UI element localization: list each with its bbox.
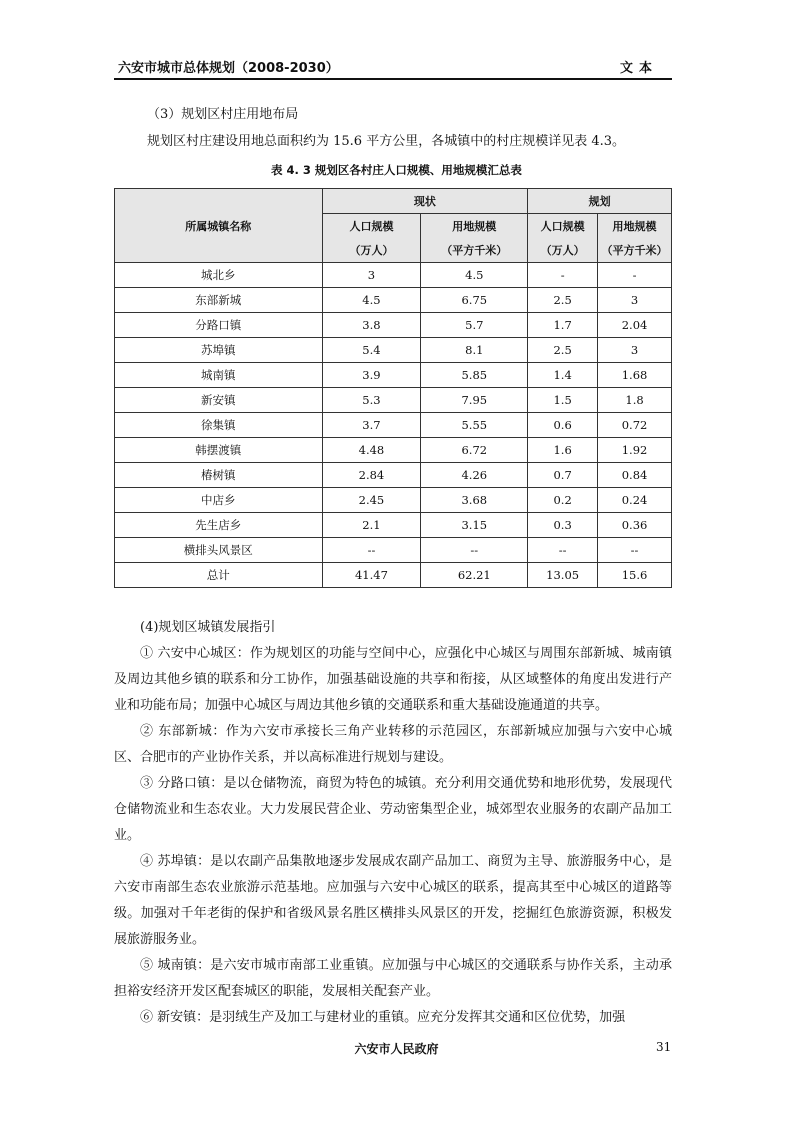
cell-land-current: 5.55 — [421, 413, 528, 438]
guidance-heading: (4)规划区城镇发展指引 — [140, 620, 276, 635]
cell-pop-plan: -- — [528, 538, 598, 563]
cell-pop-current: 3.8 — [322, 313, 421, 338]
table-row — [115, 413, 672, 438]
cell-land-current: 5.7 — [421, 313, 528, 338]
cell-pop-plan: 2.5 — [528, 338, 598, 363]
cell-pop-current: -- — [322, 538, 421, 563]
table-row — [115, 288, 672, 313]
header-pop-current: 人口规模 — [322, 214, 421, 239]
header-pop-plan: 人口规模 — [528, 214, 598, 239]
header-land-unit-current: （平方千米） — [421, 238, 528, 263]
cell-pop-current: 5.3 — [322, 388, 421, 413]
header-current-group: 现状 — [322, 189, 528, 214]
cell-land-plan: 0.72 — [598, 413, 672, 438]
section-heading: （3）规划区村庄用地布局 — [147, 107, 299, 122]
cell-land-current: 7.95 — [421, 388, 528, 413]
cell-pop-plan: 0.6 — [528, 413, 598, 438]
table-row — [115, 538, 672, 563]
cell-land-current: 4.5 — [421, 263, 528, 288]
footer-organization: 六安市人民政府 — [354, 1042, 439, 1056]
cell-land-current-total: 62.21 — [421, 563, 528, 588]
cell-town: 中店乡 — [115, 488, 323, 513]
cell-land-current: 5.85 — [421, 363, 528, 388]
section-label: 文本 — [619, 61, 658, 76]
cell-town: 分路口镇 — [115, 313, 323, 338]
page-header — [114, 54, 672, 80]
cell-land-plan-total: 15.6 — [598, 563, 672, 588]
cell-pop-current: 4.5 — [322, 288, 421, 313]
cell-land-plan: 1.68 — [598, 363, 672, 388]
cell-town: 城北乡 — [115, 263, 323, 288]
cell-pop-current: 3 — [322, 263, 421, 288]
guidance-section — [114, 615, 672, 1031]
guidance-paragraph-2: ② 东部新城：作为六安市承接长三角产业转移的示范园区，东部新城应加强与六安中心城区、合肥市的产业协作关系，并以高标准进行规划与建设。 — [114, 724, 672, 765]
table-row — [115, 388, 672, 413]
cell-pop-plan: 1.4 — [528, 363, 598, 388]
cell-town: 苏埠镇 — [115, 338, 323, 363]
header-land-plan: 用地规模 — [598, 214, 672, 239]
cell-land-plan: -- — [598, 538, 672, 563]
guidance-paragraph-1: ① 六安中心城区：作为规划区的功能与空间中心，应强化中心城区与周围东部新城、城南镇及周边其他乡镇的联系和分工协作，加强基础设施的共享和衔接，从区域整体的角度出发进行产业和功能布局；加强中心城区与周边其他乡镇的交通联系和重大基础设施通道的共享。 — [114, 646, 672, 713]
cell-pop-current: 3.7 — [322, 413, 421, 438]
table-row — [115, 313, 672, 338]
header-plan-group: 规划 — [528, 189, 672, 214]
cell-pop-plan: - — [528, 263, 598, 288]
cell-land-plan: 3 — [598, 288, 672, 313]
cell-pop-current: 3.9 — [322, 363, 421, 388]
header-land-current: 用地规模 — [421, 214, 528, 239]
table-row — [115, 463, 672, 488]
cell-town: 东部新城 — [115, 288, 323, 313]
cell-town: 横排头风景区 — [115, 538, 323, 563]
cell-land-current: 6.72 — [421, 438, 528, 463]
table-row — [115, 338, 672, 363]
table-row — [115, 363, 672, 388]
table-row — [115, 513, 672, 538]
cell-pop-current: 2.45 — [322, 488, 421, 513]
village-summary-table — [114, 188, 672, 588]
cell-pop-current: 2.84 — [322, 463, 421, 488]
document-title: 六安市城市总体规划（2008-2030） — [118, 61, 339, 76]
cell-land-current: 8.1 — [421, 338, 528, 363]
header-pop-unit-plan: （万人） — [528, 238, 598, 263]
cell-pop-plan: 1.6 — [528, 438, 598, 463]
cell-town: 徐集镇 — [115, 413, 323, 438]
cell-land-plan: - — [598, 263, 672, 288]
cell-pop-plan: 1.7 — [528, 313, 598, 338]
table-row — [115, 438, 672, 463]
cell-land-current: 3.15 — [421, 513, 528, 538]
cell-land-current: 4.26 — [421, 463, 528, 488]
cell-pop-current-total: 41.47 — [322, 563, 421, 588]
cell-land-current: -- — [421, 538, 528, 563]
cell-land-plan: 0.84 — [598, 463, 672, 488]
cell-land-plan: 3 — [598, 338, 672, 363]
guidance-paragraph-5: ⑤ 城南镇：是六安市城市南部工业重镇。应加强与中心城区的交通联系与协作关系，主动承担裕安经济开发区配套城区的职能，发展相关配套产业。 — [114, 958, 672, 999]
cell-land-plan: 0.24 — [598, 488, 672, 513]
guidance-paragraph-6: ⑥ 新安镇：是羽绒生产及加工与建材业的重镇。应充分发挥其交通和区位优势，加强 — [140, 1010, 626, 1025]
cell-land-plan: 1.8 — [598, 388, 672, 413]
cell-town: 新安镇 — [115, 388, 323, 413]
intro-paragraph: 规划区村庄建设用地总面积约为 15.6 平方公里，各城镇中的村庄规模详见表 4.3。 — [147, 134, 626, 149]
table-row — [115, 263, 672, 288]
cell-town: 先生店乡 — [115, 513, 323, 538]
cell-pop-plan: 2.5 — [528, 288, 598, 313]
cell-land-plan: 2.04 — [598, 313, 672, 338]
cell-pop-plan: 0.3 — [528, 513, 598, 538]
cell-pop-current: 4.48 — [322, 438, 421, 463]
cell-pop-current: 2.1 — [322, 513, 421, 538]
table-row — [115, 488, 672, 513]
cell-pop-plan: 0.2 — [528, 488, 598, 513]
header-town-name: 所属城镇名称 — [115, 189, 323, 263]
cell-town: 城南镇 — [115, 363, 323, 388]
header-land-unit-plan: （平方千米） — [598, 238, 672, 263]
cell-pop-plan: 0.7 — [528, 463, 598, 488]
cell-land-plan: 1.92 — [598, 438, 672, 463]
guidance-paragraph-4: ④ 苏埠镇：是以农副产品集散地逐步发展成农副产品加工、商贸为主导、旅游服务中心，是六安市南部生态农业旅游示范基地。应加强与六安中心城区的联系，提高其至中心城区的道路等级。加强对千年老街的保护和省级风景名胜区横排头风景区的开发，挖掘红色旅游资源，积极发展旅游服务业。 — [114, 854, 672, 947]
header-pop-unit-current: （万人） — [322, 238, 421, 263]
cell-total-label: 总计 — [115, 563, 323, 588]
guidance-paragraph-3: ③ 分路口镇：是以仓储物流，商贸为特色的城镇。充分利用交通优势和地形优势，发展现代仓储物流业和生态农业。大力发展民营企业、劳动密集型企业，城郊型农业服务的农副产品加工业。 — [114, 776, 672, 843]
cell-town: 韩摆渡镇 — [115, 438, 323, 463]
cell-land-plan: 0.36 — [598, 513, 672, 538]
table-caption: 表 4. 3 规划区各村庄人口规模、用地规模汇总表 — [271, 163, 522, 177]
cell-town: 椿树镇 — [115, 463, 323, 488]
table-total-row — [115, 563, 672, 588]
cell-pop-plan: 1.5 — [528, 388, 598, 413]
cell-land-current: 6.75 — [421, 288, 528, 313]
cell-pop-current: 5.4 — [322, 338, 421, 363]
page-number: 31 — [656, 1040, 672, 1054]
cell-land-current: 3.68 — [421, 488, 528, 513]
cell-pop-plan-total: 13.05 — [528, 563, 598, 588]
